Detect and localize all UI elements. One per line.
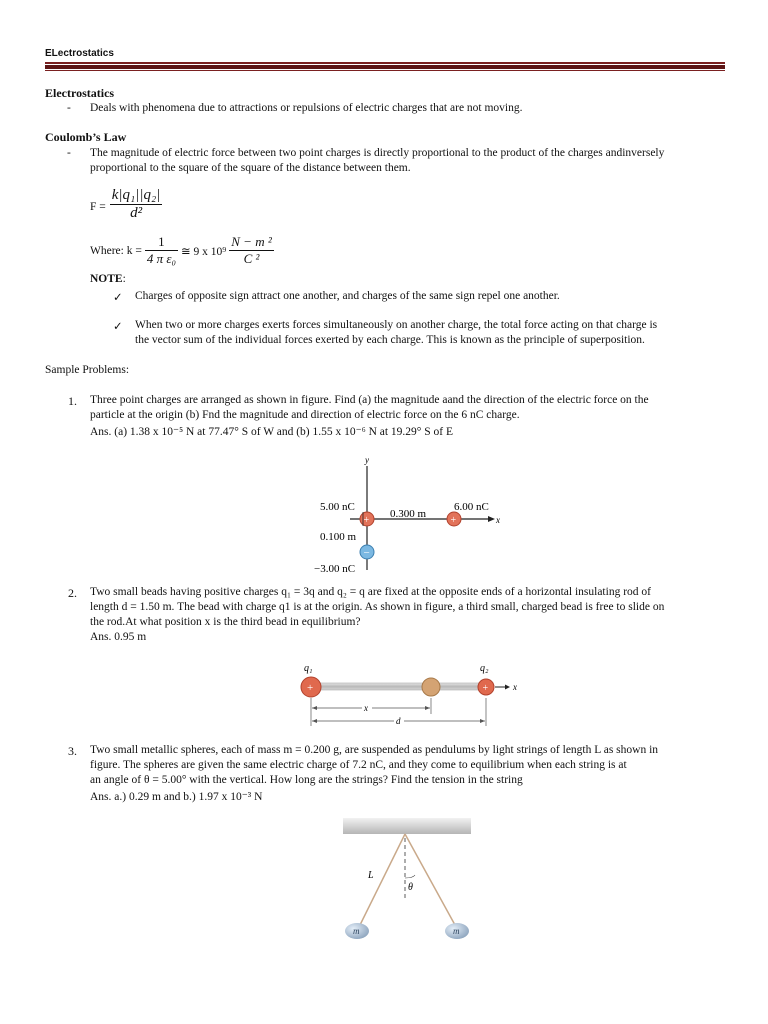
formula-numerator: k|q₁||q₂| (111, 187, 161, 203)
header-title: ELectrostatics (45, 48, 114, 59)
formula-f-label: F = (90, 200, 106, 213)
k-numerator: 1 (145, 234, 178, 251)
bullet-dash: - (67, 102, 71, 114)
problem-2-line-3: the rod.At what position x is the third bead in equilibrium? (90, 616, 361, 628)
y-axis-label: y (365, 455, 369, 465)
note-label: NOTE (90, 273, 123, 285)
label-d: d (396, 716, 401, 726)
header-rule-thin (45, 70, 725, 71)
problem-3-line-1: Two small metallic spheres, each of mass m = 0.200 g, are suspended as pendulums by light strings of length L as shown in (90, 744, 659, 756)
note-2-line-1: When two or more charges exerts forces simultaneously on another charge, the total force acting on that charge is (135, 319, 658, 331)
problem-3-answer: Ans. a.) 0.29 m and b.) 1.97 x 10⁻³ N (90, 791, 263, 803)
label-q1: q₁ (304, 663, 313, 674)
electrostatics-definition: Deals with phenomena due to attractions or repulsions of electric charges that are not moving. (90, 102, 523, 114)
label-q2: q₂ (480, 663, 489, 674)
label-5nc: 5.00 nC (320, 501, 355, 513)
x-axis-label: x (496, 515, 500, 525)
problem-3-line-3: an angle of θ = 5.00° with the vertical. How long are the strings? Find the tension in the string (90, 774, 523, 786)
problem-2-answer: Ans. 0.95 m (90, 631, 147, 643)
section-heading-coulomb: Coulomb’s Law (45, 130, 127, 144)
right-string (405, 834, 455, 925)
label-6nc: 6.00 nC (454, 501, 489, 513)
problem-2-line-2: length d = 1.50 m. The bead with charge q1 is at the origin. As shown in figure, a third small, charged bead is free to slide on (90, 601, 665, 613)
problem-2-number: 2. (68, 586, 77, 600)
plus-sign: + (363, 515, 370, 526)
plus-sign: + (482, 683, 489, 694)
k-denominator: 4 π ε₀ (146, 251, 176, 266)
label-theta: θ (408, 882, 413, 893)
left-string (360, 834, 405, 925)
section-heading-electrostatics: Electrostatics (45, 86, 115, 100)
bullet-dash: - (67, 147, 71, 159)
sample-problems-heading: Sample Problems: (45, 364, 130, 376)
k-fraction (145, 234, 178, 267)
header-rule (45, 62, 725, 64)
figure-point-charges (310, 452, 510, 578)
label-0300m: 0.300 m (390, 508, 427, 520)
label-L: L (368, 870, 374, 881)
label-neg3nc: −3.00 nC (314, 563, 356, 575)
checkmark-icon: ✓ (113, 292, 123, 304)
unit-numerator: N − m ² (231, 234, 272, 249)
formula-denominator: d² (130, 205, 143, 221)
problem-1-number: 1. (68, 394, 77, 408)
problem-1-line-1: Three point charges are arranged as shown in figure. Find (a) the magnitude aand the direction of the electric force on the (90, 394, 649, 406)
where-label: Where: k = (90, 244, 142, 257)
problem-3-line-2: figure. The spheres are given the same electric charge of 7.2 nC, and they come to equilibrium when each string is at (90, 759, 627, 771)
checkmark-icon: ✓ (113, 321, 123, 333)
note-1: Charges of opposite sign attract one another, and charges of the same sign repel one another. (135, 290, 560, 302)
minus-sign: − (363, 547, 370, 559)
header-rule-thick (45, 65, 725, 69)
coulomb-text-line-2: proportional to the square of the square of the distance between them. (90, 162, 411, 174)
coulomb-formula (90, 187, 162, 222)
unit-fraction (229, 234, 273, 267)
insulating-rod (310, 683, 488, 690)
label-m-right: m (453, 926, 460, 936)
note-2-line-2: the vector sum of the individual forces exerted by each charge. This is known as the principle of superposition. (135, 334, 645, 346)
k-approx: ≅ 9 x 10⁹ (180, 245, 227, 258)
figure-pendulums (335, 818, 480, 943)
problem-1-line-2: particle at the origin (b) Fnd the magnitude and direction of electric force on the 6 nC charge. (90, 409, 520, 421)
problem-3-number: 3. (68, 744, 77, 758)
plus-sign: + (450, 515, 457, 526)
figure-beads-rod (290, 658, 530, 730)
x-axis-label: x (513, 682, 517, 692)
unit-denominator: C ² (243, 251, 260, 266)
coulomb-constant (90, 234, 274, 267)
plus-sign: + (307, 682, 314, 694)
label-m-left: m (353, 926, 360, 936)
formula-fraction (110, 187, 163, 222)
bead-third (422, 678, 440, 696)
note-heading (90, 273, 126, 285)
ceiling-support (343, 818, 471, 834)
label-0100m: 0.100 m (320, 531, 357, 543)
label-x: x (364, 703, 368, 713)
note-colon: : (122, 273, 126, 285)
problem-1-answer: Ans. (a) 1.38 x 10⁻⁵ N at 77.47° S of W and (b) 1.55 x 10⁻⁶ N at 19.29° S of E (90, 426, 454, 438)
problem-2-line-1: Two small beads having positive charges q₁ = 3q and q₂ = q are fixed at the opposite ends of a horizontal insulating rod of (90, 586, 651, 598)
coulomb-text-line-1: The magnitude of electric force between two point charges is directly proportional to the product of the charges andinversely (90, 147, 665, 159)
